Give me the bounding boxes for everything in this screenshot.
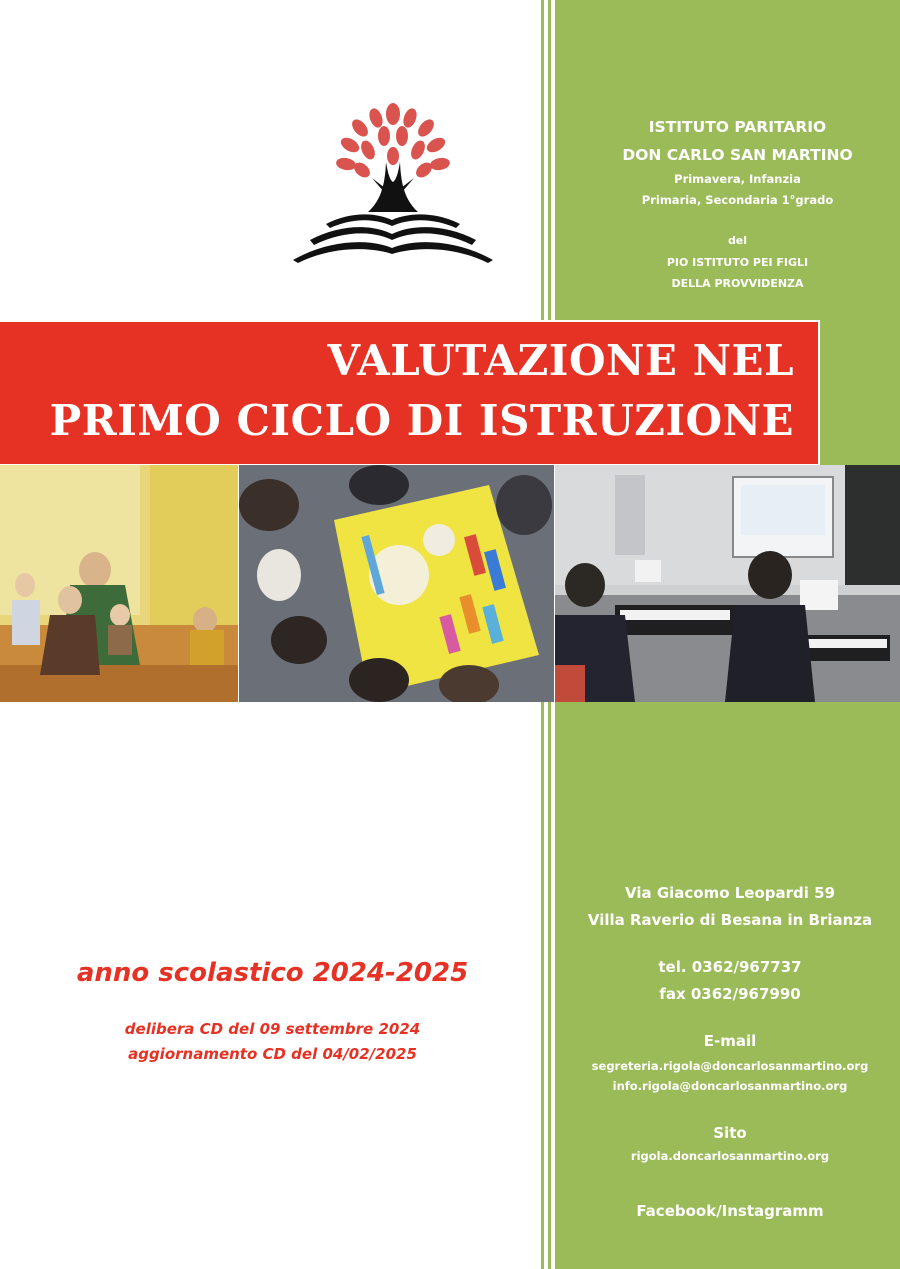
address-street: Via Giacomo Leopardi 59	[624, 884, 836, 902]
update-date: aggiornamento CD del 04/02/2025	[128, 1045, 417, 1063]
title-line1: VALUTAZIONE NEL	[327, 336, 794, 385]
institute-levels-line1: Primavera, Infanzia	[674, 172, 801, 186]
parent-institute-line2: DELLA PROVVIDENZA	[671, 277, 804, 290]
email-segreteria-link[interactable]: segreteria.rigola@doncarlosanmartino.org	[591, 1059, 869, 1073]
website-heading: Sito	[713, 1124, 747, 1142]
email-info-link[interactable]: info.rigola@doncarlosanmartino.org	[612, 1079, 848, 1093]
address-city: Villa Raverio di Besana in Brianza	[587, 911, 873, 929]
tree-book-logo	[288, 100, 498, 270]
institute-name-line1: ISTITUTO PARITARIO	[648, 118, 827, 136]
institute-name-line2: DON CARLO SAN MARTINO	[622, 146, 853, 164]
social-links[interactable]: Facebook/Instagramm	[636, 1202, 824, 1220]
website-link[interactable]: rigola.doncarlosanmartino.org	[630, 1149, 830, 1163]
institute-levels-line2: Primaria, Secondaria 1°grado	[641, 193, 834, 207]
title-line2: PRIMO CICLO DI ISTRUZIONE	[49, 396, 794, 445]
photo-music-class	[555, 465, 900, 702]
institute-del: del	[727, 234, 748, 247]
phone-number: tel. 0362/967737	[658, 958, 802, 976]
delibera-date: delibera CD del 09 settembre 2024	[124, 1020, 421, 1038]
fax-number: fax 0362/967990	[659, 985, 801, 1003]
school-year: anno scolastico 2024-2025	[76, 958, 469, 988]
title-banner	[0, 320, 820, 466]
photo-classroom-activity	[239, 465, 554, 702]
photo-kindergarten	[0, 465, 238, 702]
email-heading: E-mail	[703, 1032, 757, 1050]
parent-institute-line1: PIO ISTITUTO PEI FIGLI	[666, 256, 809, 269]
